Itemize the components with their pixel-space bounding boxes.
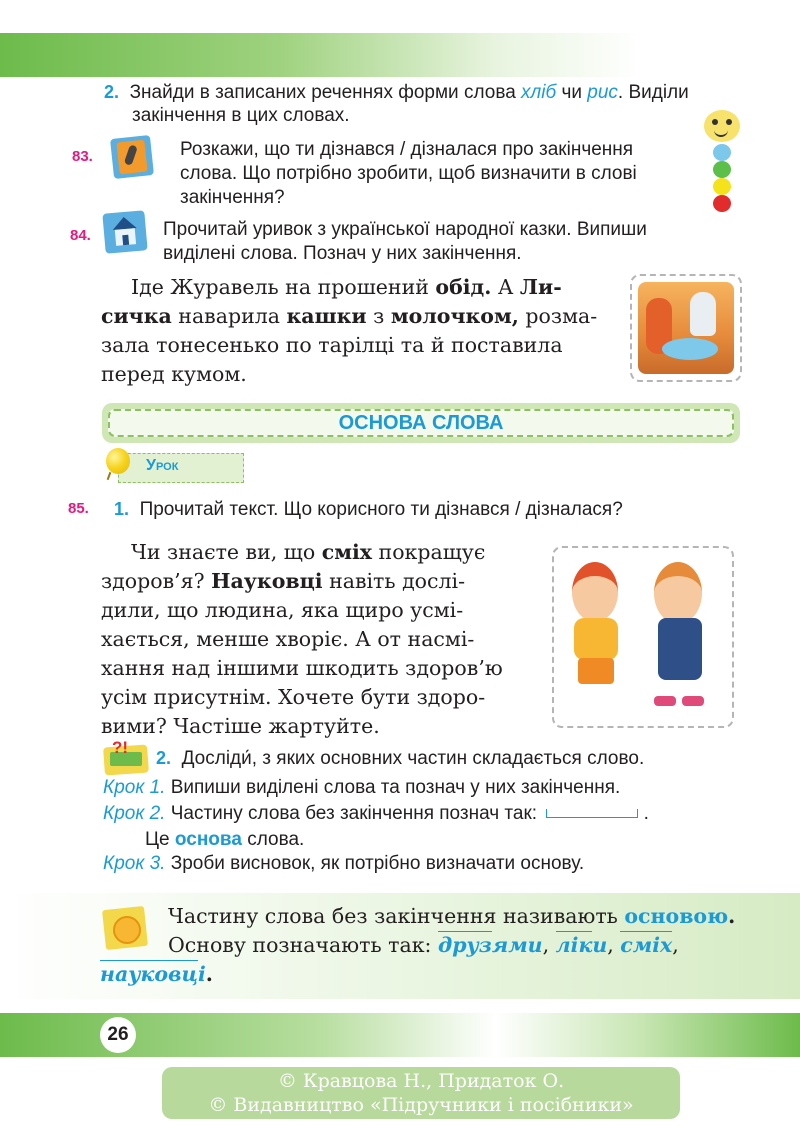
task-2-top: 2. Знайди в записаних реченнях форми слова хліб чи рис. Виділи: [104, 82, 689, 103]
microphone-speaker-icon: [110, 135, 154, 179]
exercise-84-text: Прочитай уривок з української народної казки. Випиши виділені слова. Познач у них закінчення.: [163, 219, 647, 264]
copyright-publisher: © Видавництво «Підручники і посібники»: [208, 1094, 634, 1116]
step-2: Крок 2. Частину слова без закінчення познач так: .: [103, 803, 649, 824]
highlighted-word: Ли-: [519, 275, 562, 299]
stem-example: науковц: [100, 962, 198, 986]
highlight-word: хліб: [521, 82, 557, 103]
smiley-note-icon: [104, 908, 148, 950]
task-number: 2.: [104, 82, 120, 102]
rule-line-2: Основу позначають так: друзями, ліки, сміх,: [168, 933, 679, 957]
exercise-83-text: Розкажи, що ти дізнався / дізналася про закінчення слова. Що потрібно зробити, щоб визначити в слові закінчення?: [180, 139, 637, 208]
stem-example: лік: [555, 933, 593, 957]
highlight-word: рис: [587, 82, 618, 103]
top-decor-bar: [0, 33, 800, 77]
books-question-icon: ?!: [104, 740, 148, 774]
term-osnovoyu: основою: [624, 904, 729, 928]
step-3: Крок 3. Зроби висновок, як потрібно визначати основу.: [103, 853, 585, 874]
exercise-number: 84.: [70, 227, 91, 244]
stem-marker-symbol: [546, 809, 638, 818]
page-number: 26: [100, 1017, 136, 1053]
step-2-line2: Це основа слова.: [145, 829, 305, 850]
lesson-label: Урок: [146, 457, 179, 474]
stem-example: сміх: [620, 933, 673, 957]
fairy-tale-excerpt: Іде Журавель на прошений обід. А Ли- сичка наварила кашки з молочком, розма- зала тонесенько по тарілці та й поставила перед кумом.: [101, 275, 598, 386]
stem-example: друз: [437, 933, 492, 957]
highlighted-word: Науковці: [211, 569, 323, 593]
rule-line-3: науковці.: [100, 962, 213, 986]
exercise-number: 83.: [72, 148, 93, 165]
copyright-authors: © Кравцова Н., Придаток О.: [277, 1070, 565, 1092]
rule-line-1: Частину слова без закінчення називають основою.: [168, 904, 736, 928]
task-2-bottom: 2. Досліди́, з яких основних частин складається слово.: [156, 748, 645, 769]
lesson-bar: [118, 453, 244, 483]
balloon-icon: [104, 448, 130, 478]
house-reading-icon: [102, 210, 147, 254]
laughing-kids-illustration: [552, 546, 734, 728]
section-heading: [102, 403, 740, 443]
step-1: Крок 1. Випиши виділені слова та познач у них закінчення.: [103, 777, 621, 798]
copyright-box: [162, 1067, 680, 1119]
exercise-number: 85.: [68, 500, 89, 517]
task-2-line2: закінчення в цих словах.: [132, 105, 350, 126]
section-title: ОСНОВА СЛОВА: [108, 409, 734, 437]
highlighted-word: сміх: [321, 540, 373, 564]
laughter-text: Чи знаєте ви, що сміх покращує здоров’я? Науковці навіть дослі- дили, що людина, яка щиро усмі- хається, менше хворіє. А от насмі- хання над іншими шкодить здоров’ю усім присутнім. Хочете бути здоро- вими? Частіше жартуйте.: [101, 540, 503, 738]
highlighted-word: обід.: [435, 275, 492, 299]
fox-crane-illustration: [630, 274, 742, 382]
term-osnova: основа: [174, 829, 242, 850]
traffic-light-caterpillar-icon: [702, 110, 744, 214]
exercise-85-task1: 1. Прочитай текст. Що корисного ти дізнався / дізналася?: [114, 499, 623, 520]
